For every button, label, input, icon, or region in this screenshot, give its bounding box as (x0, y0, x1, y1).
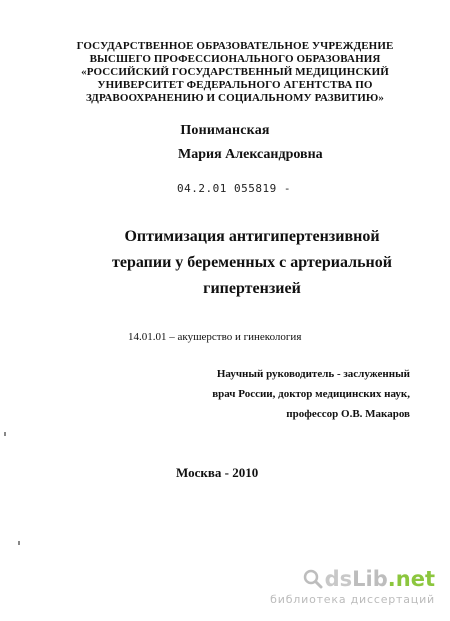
title-line: терапии у беременных с артериальной (111, 254, 392, 271)
institution-line: ЗДРАВООХРАНЕНИЮ И СОЦИАЛЬНОМУ РАЗВИТИЮ» (86, 92, 384, 104)
institution-line: ГОСУДАРСТВЕННОЕ ОБРАЗОВАТЕЛЬНОЕ УЧРЕЖДЕНИЕ (76, 40, 394, 52)
scientific-advisor (212, 364, 410, 424)
dslib-logo (303, 567, 435, 591)
dslib-watermark[interactable] (270, 567, 435, 606)
institution-line: ВЫСШЕГО ПРОФЕССИОНАЛЬНОГО ОБРАЗОВАНИЯ (89, 53, 381, 65)
logo-ds: ds (324, 567, 353, 591)
magnifier-icon (303, 569, 323, 589)
specialty-code: 14.01.01 – акушерство и гинекология (128, 331, 302, 343)
registration-code: 04.2.01 055819 - (177, 182, 291, 195)
city-year: Москва - 2010 (176, 465, 259, 480)
scan-mark (18, 541, 20, 545)
logo-lib: Lib (352, 567, 388, 591)
dissertation-title (102, 224, 402, 302)
author-last-name: Пониманская (180, 123, 270, 138)
advisor-line: врач России, доктор медицинских наук, (212, 388, 410, 400)
institution-header (75, 40, 395, 105)
logo-net: .net (387, 567, 435, 591)
title-line: гипертензией (203, 280, 301, 297)
institution-line: УНИВЕРСИТЕТ ФЕДЕРАЛЬНОГО АГЕНТСТВА ПО (97, 79, 373, 91)
scan-mark (4, 432, 6, 436)
watermark-subtitle: библиотека диссертаций (270, 593, 435, 606)
institution-line: «РОССИЙСКИЙ ГОСУДАРСТВЕННЫЙ МЕДИЦИНСКИЙ (81, 66, 389, 78)
advisor-line: Научный руководитель - заслуженный (216, 368, 410, 380)
author-first-names: Мария Александровна (178, 147, 323, 162)
title-line: Оптимизация антигипертензивной (124, 228, 380, 245)
advisor-line: профессор О.В. Макаров (286, 408, 410, 420)
